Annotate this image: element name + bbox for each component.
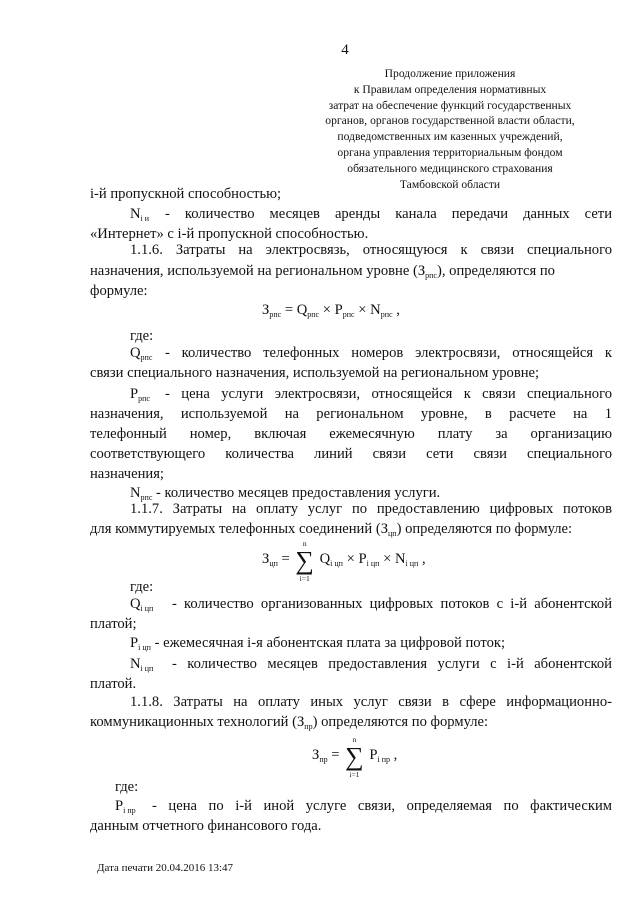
- appendix-header: [290, 66, 610, 192]
- paragraph-1-1-7: 1.1.7. Затраты на оплату услуг по предоставлению цифровых потоков: [130, 501, 612, 517]
- p-ipr-symbol: $P_{i пр}$: [115, 798, 136, 815]
- header-line: к Правилам определения нормативных: [353, 82, 547, 96]
- text-line: данным отчетного финансового года.: [90, 818, 322, 834]
- sum-sign: n ∑ i=1: [295, 539, 314, 583]
- text-line: платой.: [90, 676, 137, 692]
- text-line: коммуникационных технологий $(З_{пр})$ определяются по формуле:: [90, 714, 489, 731]
- p-rps-symbol: $P_{рпс}$: [130, 386, 150, 403]
- q-rps-symbol: $Q_{рпс}$: [130, 345, 153, 362]
- text-line: назначения;: [90, 466, 164, 482]
- text-line: - количество месяцев аренды канала передачи данных сети: [165, 206, 612, 222]
- text-line: - количество месяцев предоставления услуги с i-й абонентской: [172, 656, 612, 672]
- text-line: «Интернет» с i-й пропускной способностью.: [90, 226, 369, 242]
- text-line: связи специального назначения, используемой на региональном уровне;: [90, 365, 540, 381]
- text-line: назначения, используемой на региональном уровне $(З_{рпс})$, определяются по: [90, 263, 555, 280]
- formula-z-cp: $З_{цп}$ = n ∑ i=1 $Q_{i цп} \times P_{i цп} \times N_{i цп}$ ,: [262, 539, 426, 583]
- text-line: - количество телефонных номеров электросвязи, относящейся к: [165, 345, 612, 361]
- paragraph-1-1-6: 1.1.6. Затраты на электросвязь, относящуюся к связи специального: [130, 242, 612, 258]
- text-line: - количество организованных цифровых потоков с i-й абонентской: [172, 596, 612, 612]
- header-line: затрат на обеспечение функций государственных: [328, 98, 572, 112]
- p-icp-line: $P_{i цп}$ - ежемесячная i-я абонентская плата за цифровой поток;: [130, 635, 506, 652]
- text-line: - цена услуги электросвязи, относящейся к связи специального: [165, 386, 612, 402]
- text-line: для коммутируемых телефонных соединений $(З_{цп})$ определяются по формуле:: [90, 521, 573, 538]
- text-line: платой;: [90, 616, 137, 632]
- n-rps-line: $N_{рпс}$ - количество месяцев предоставления услуги.: [130, 485, 441, 502]
- text-line: назначения, используемой на региональном уровне, в расчете на 1: [90, 406, 612, 422]
- n-icp-symbol: $N_{i цп}$: [130, 656, 154, 673]
- header-line: органов, органов государственной власти области,: [325, 114, 575, 128]
- header-line: Тамбовской области: [399, 177, 501, 191]
- n-i-symbol: $N_{i и}$: [130, 206, 150, 223]
- header-line: органа управления территориальным фондом: [337, 145, 563, 159]
- text-line: формуле:: [90, 283, 148, 299]
- header-line: обязательного медицинского страхования: [347, 161, 553, 175]
- header-line: подведомственных им казенных учреждений,: [337, 130, 563, 144]
- where-label: где:: [115, 779, 139, 795]
- formula-z-pr: $З_{пр}$ = n ∑ i=1 $P_{i пр}$ ,: [312, 735, 398, 779]
- where-label: где:: [130, 579, 154, 595]
- paragraph-1-1-8: 1.1.8. Затраты на оплату иных услуг связи в сфере информационно-: [130, 694, 612, 710]
- header-line: Продолжение приложения: [384, 67, 516, 80]
- text-line: телефонный номер, включая ежемесячную плату за организацию: [90, 426, 612, 442]
- print-date: Дата печати 20.04.2016 13:47: [97, 862, 234, 874]
- text-line: соответствующего количества линий связи сети связи специального: [90, 446, 612, 462]
- page-number: 4: [341, 42, 349, 58]
- text-line: - цена по i-й иной услуге связи, определяемая по фактическим: [152, 798, 612, 814]
- where-label: где:: [130, 328, 154, 344]
- sum-sign: n ∑ i=1: [345, 735, 364, 779]
- formula-z-rps: $З_{рпс} = Q_{рпс} \times P_{рпс} \times N_{рпс}$ ,: [262, 302, 400, 319]
- q-icp-symbol: $Q_{i цп}$: [130, 596, 154, 613]
- text-line: i-й пропускной способностью;: [90, 186, 282, 202]
